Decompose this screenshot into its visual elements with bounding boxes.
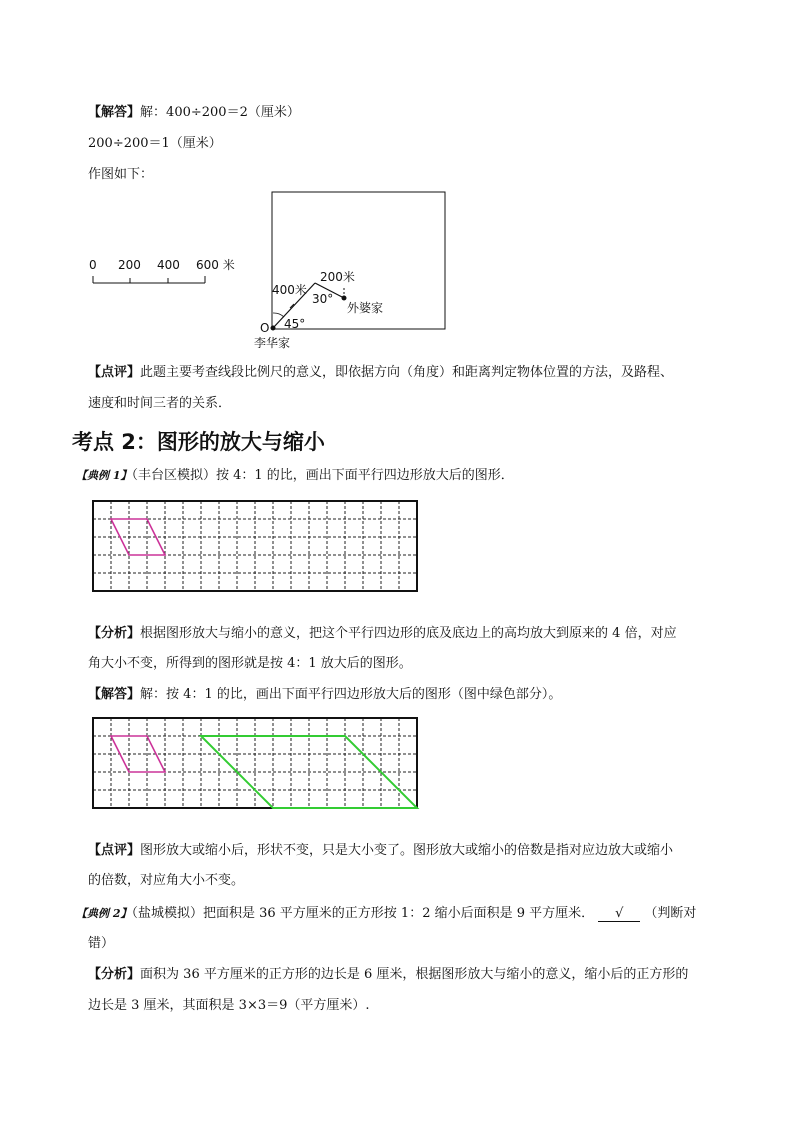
answer2-line: 【解答】解：按 4：1 的比，画出下面平行四边形放大后的图形（图中绿色部分）。 <box>88 687 562 702</box>
seg1-label: 400米 <box>272 283 307 297</box>
example1-text: （丰台区模拟）按 4：1 的比，画出下面平行四边形放大后的图形． <box>131 468 514 483</box>
example2-line1: 【典例 2】（盐城模拟）把面积是 36 平方厘米的正方形按 1：2 缩小后面积是 9 平方厘米． √ （判断对 <box>76 906 697 921</box>
example2-suffix: （判断对 <box>644 906 697 921</box>
grid-figure-original <box>91 498 457 608</box>
origin-label: O <box>260 321 270 335</box>
analysis2-line2: 边长是 3 厘米，其面积是 3×3＝9（平方厘米）. <box>88 998 370 1013</box>
map-figure <box>0 0 794 360</box>
scale-bar <box>89 257 235 283</box>
answer2-label: 解答 <box>101 687 128 702</box>
answer2-text: 解：按 4：1 的比，画出下面平行四边形放大后的图形（图中绿色部分）。 <box>140 687 562 702</box>
answer1-line2: 200÷200＝1（厘米） <box>88 136 222 151</box>
analysis1-line2: 角大小不变，所得到的图形就是按 4：1 放大后的图形。 <box>88 656 412 671</box>
answer1-line1: 【解答】解：400÷200＝2（厘米） <box>88 105 300 120</box>
comment2-line1: 【点评】图形放大或缩小后，形状不变，只是大小变了。图形放大或缩小的倍数是指对应边放大或缩小 <box>88 843 674 858</box>
analysis2-text1: 面积为 36 平方厘米的正方形的边长是 6 厘米，根据图形放大与缩小的意义，缩小后的正方形的 <box>140 967 689 982</box>
origin-point <box>271 326 276 331</box>
analysis2-label: 分析 <box>101 967 128 982</box>
example2-line2: 错） <box>88 936 115 951</box>
example2-tag: 典例 2 <box>87 907 121 920</box>
answer1-text: 解：400÷200＝2（厘米） <box>140 105 300 120</box>
grid-figure-enlarged <box>91 715 457 827</box>
comment1-label: 点评 <box>101 365 128 380</box>
destination-label: 外婆家 <box>347 301 384 315</box>
scale-label-200: 200 <box>118 258 141 272</box>
angle-arc-1 <box>273 313 284 317</box>
answer-blank: √ <box>598 907 640 922</box>
analysis1-line1: 【分析】根据图形放大与缩小的意义，把这个平行四边形的底及底边上的高均放大到原来的 4 倍，对应 <box>88 626 677 641</box>
scale-label-0: 0 <box>89 258 97 272</box>
angle2-label: 30° <box>312 292 334 306</box>
home-label: 李华家 <box>254 336 291 350</box>
comment1-line2: 速度和时间三者的关系． <box>88 396 232 411</box>
angle1-label: 45° <box>284 317 306 331</box>
destination-point <box>342 296 347 301</box>
comment1-text1: 此题主要考查线段比例尺的意义，即依据方向（角度）和距离判定物体位置的方法，及路程、 <box>140 365 674 380</box>
comment2-label: 点评 <box>101 843 128 858</box>
analysis2-line1: 【分析】面积为 36 平方厘米的正方形的边长是 6 厘米，根据图形放大与缩小的意义，缩小后的正方形的 <box>88 967 689 982</box>
comment1-line1: 【点评】此题主要考查线段比例尺的意义，即依据方向（角度）和距离判定物体位置的方法，及路程、 <box>88 365 674 380</box>
example2-text: （盐城模拟）把面积是 36 平方厘米的正方形按 1：2 缩小后面积是 9 平方厘米． <box>131 906 595 921</box>
example1-line: 【典例 1】（丰台区模拟）按 4：1 的比，画出下面平行四边形放大后的图形． <box>76 468 514 483</box>
answer1-line3: 作图如下： <box>88 167 154 182</box>
scale-label-400: 400 <box>157 258 180 272</box>
seg2-label: 200米 <box>320 270 355 284</box>
analysis1-label: 分析 <box>101 626 128 641</box>
scale-label-600: 600 米 <box>196 258 235 272</box>
answer1-label: 解答 <box>101 105 128 120</box>
comment2-line2: 的倍数，对应角大小不变。 <box>88 873 245 888</box>
example1-tag: 典例 1 <box>87 469 121 482</box>
analysis1-text1: 根据图形放大与缩小的意义，把这个平行四边形的底及底边上的高均放大到原来的 4 倍，对应 <box>140 626 677 641</box>
section2-heading: 考点 2：图形的放大与缩小 <box>72 430 325 454</box>
comment2-text1: 图形放大或缩小后，形状不变，只是大小变了。图形放大或缩小的倍数是指对应边放大或缩小 <box>140 843 674 858</box>
